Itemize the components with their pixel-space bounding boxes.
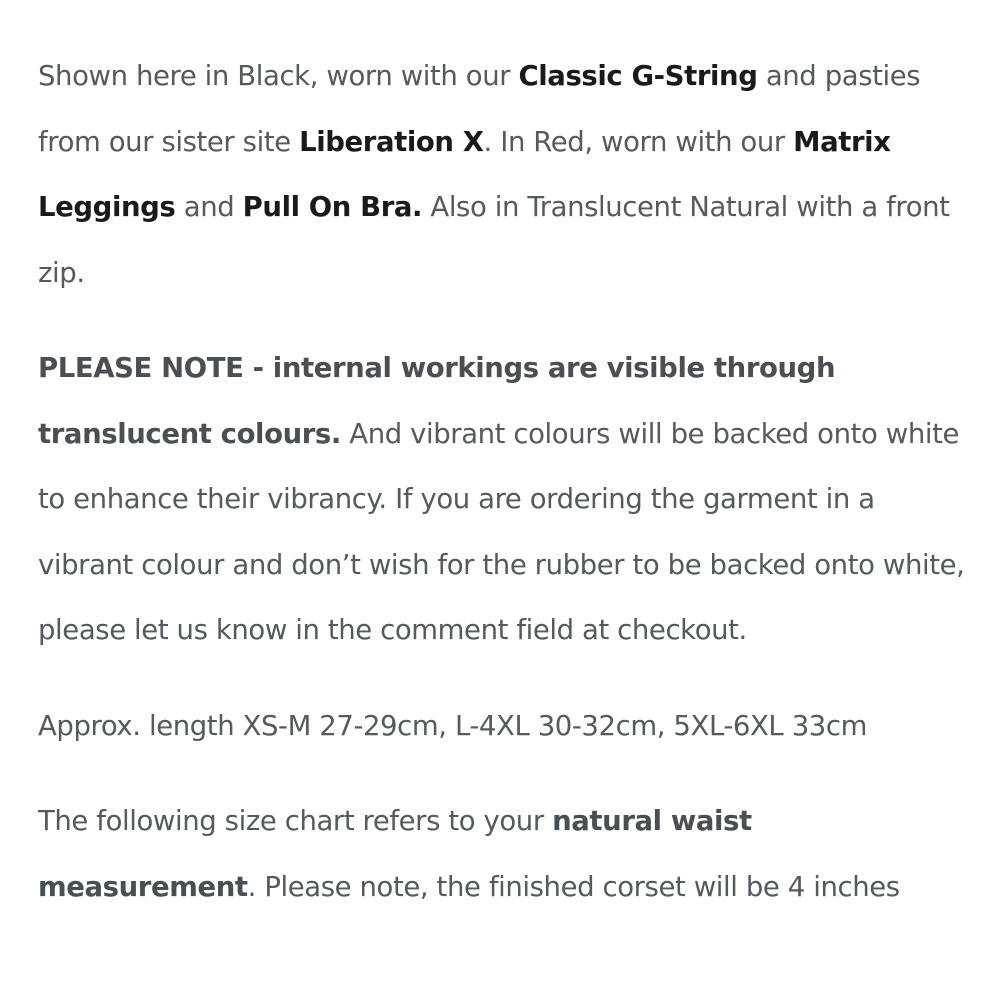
description-paragraph-note <box>38 336 968 664</box>
text-segment: And vibrant colours will be backed onto white to enhance their vibrancy. If you are ordering the garment in a vibrant colour and don’t wish for the rubber to be backed onto white, please let us know in the comment field at checkout. <box>38 417 965 646</box>
text-segment: and pasties from our sister site <box>38 60 921 158</box>
text-segment: and <box>175 191 243 223</box>
pull-on-bra-link[interactable]: Pull On Bra. <box>242 191 423 223</box>
text-segment: The following size chart refers to your <box>38 805 553 837</box>
natural-waist-emphasis: natural waist measurement <box>38 805 752 903</box>
description-paragraph-styling <box>38 44 968 306</box>
liberation-x-link[interactable]: Liberation X <box>299 125 484 158</box>
description-paragraph-length <box>38 694 968 760</box>
text-segment: . In Red, worn with our <box>483 125 794 158</box>
matrix-leggings-link[interactable]: Matrix Leggings <box>38 125 891 223</box>
text-segment: . Please note, the finished corset will be 4 inches <box>247 870 900 903</box>
product-description <box>38 44 968 920</box>
classic-g-string-link[interactable]: Classic G-String <box>518 60 758 92</box>
description-paragraph-size-chart <box>38 789 968 920</box>
text-segment: Shown here in Black, worn with our <box>38 60 519 92</box>
approx-length-text: Approx. length XS-M 27-29cm, L-4XL 30-32cm, 5XL-6XL 33cm <box>38 709 867 742</box>
please-note-warning: PLEASE NOTE - internal workings are visible through translucent colours. <box>38 352 836 450</box>
text-segment: Also in Translucent Natural with a front zip. <box>38 191 950 289</box>
